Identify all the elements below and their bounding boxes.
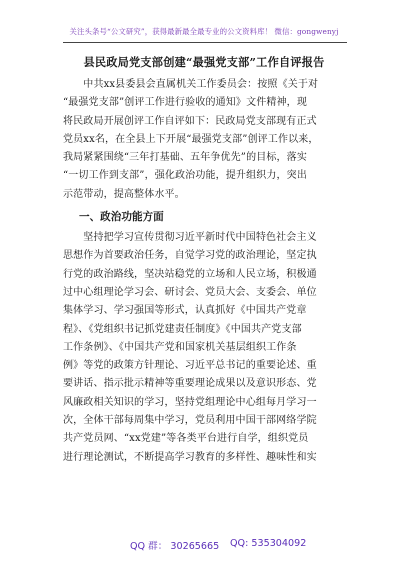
text-line: 党员xx名，在全县上下开展“最强党支部”创评工作以来， [63,133,319,145]
text-line: 将民政局开展创评工作自评如下：民政局党支部现有正式 [63,115,317,127]
header-divider [63,42,347,43]
text-line: 行党的政治路线，坚决站稳党的立场和人民立场，积极通 [63,268,317,280]
text-line: 共产党员网、“xx党建”等各类平台进行自学，组织党员 [63,433,309,445]
text-line: 要讲话、指示批示精神等重要理论成果以及意识形态、党 [63,378,317,390]
text-line: “一切工作到支部”，强化政治功能，提升组织力，突出 [63,170,307,182]
text-line: 坚持把学习宣传贯彻习近平新时代中国特色社会主义 [63,232,317,244]
promo-banner: 关注头条号“公文研究”，获得最新最全最专业的公文资料库！ 微信：gongwenyj [69,27,339,36]
text-line: 次，全体干部每周集中学习，党员利用中国干部网络学院 [63,415,317,427]
text-line: 例》等党的政策方针理论、习近平总书记的重要论述、重 [63,360,317,372]
footer-contacts [0,538,408,552]
text-line: 中共xx县委县会直属机关工作委员会：按照《关于对 [63,79,319,90]
intro-paragraph [63,76,345,204]
text-line: 程》、《党组织书记抓党建责任制度》《中国共产党支部 [63,323,302,335]
text-line: 风廉政相关知识的学习，坚持党组理论中心组每月学习一 [63,396,317,408]
text-line: “最强党支部”创评工作进行验收的通知》文件精神，现 [63,97,307,109]
text-line: 进行理论测试，不断提高学习教育的多样性、趣味性和实 [63,451,317,463]
document-title: 县民政局党支部创建“最强党支部”工作自评报告 [83,55,325,69]
text-line: 过中心组理论学习会、研讨会、党员大会、支委会、单位 [63,286,317,298]
text-line: 工作条例》、《中国共产党和国家机关基层组织工作条 [63,341,297,353]
text-line: 集体学习、学习强国等形式，认真抓好《中国共产党章 [63,305,307,317]
text-line: 示范带动，提高整体水平。 [63,188,185,200]
qq-group-text: QQ 群： 30265665 [130,541,220,552]
text-line: 我局紧紧围绕“三年打基础、五年争优先”的目标，落实 [63,152,307,164]
text-line: 思想作为首要政治任务，自觉学习党的政治理论，坚定执 [63,250,317,262]
section-heading: 一、政治功能方面 [79,211,164,224]
document-body [63,76,345,467]
qq-number-text: QQ: 535304092 [230,538,307,549]
section1-paragraph [63,229,345,467]
